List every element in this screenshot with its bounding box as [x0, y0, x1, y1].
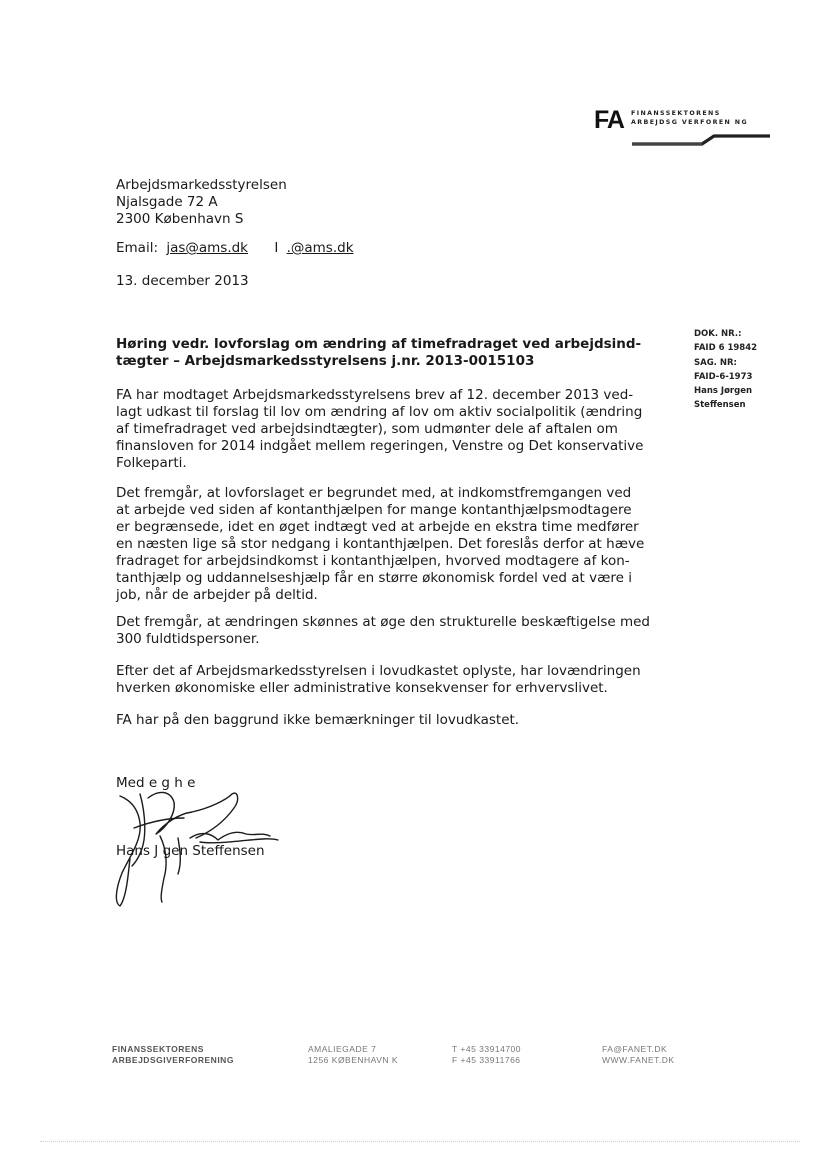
body-line: tanthjælp og uddannelseshjælp får en større økonomisk fordel ved at være i [116, 570, 632, 586]
reference-line: SAG. NR: [694, 357, 737, 368]
body-line: job, når de arbejder på deltid. [116, 587, 318, 603]
footer-org-line: FINANSSEKTORENS [112, 1044, 204, 1054]
body-paragraph [116, 663, 656, 697]
body-line: en næsten lige så stor nedgang i kontanthjælpen. Det foreslås derfor at hæve [116, 536, 645, 552]
logo-name-line1: FINANSSEKTORENS [631, 110, 721, 117]
logo-name-line2: ARBEJDSG VERFOREN NG [631, 119, 749, 126]
body-line: Det fremgår, at ændringen skønnes at øge den strukturelle beskæftigelse med [116, 614, 650, 630]
recipient-street: Njalsgade 72 A [116, 194, 218, 210]
page-bottom-rule [40, 1141, 800, 1142]
body-line: FA har på den baggrund ikke bemærkninger til lovudkastet. [116, 712, 520, 728]
handwritten-signature-icon [100, 778, 300, 913]
footer-phone-line: T +45 33914700 [452, 1044, 521, 1054]
footer-org-line: ARBEJDSGIVERFORENING [112, 1054, 234, 1065]
body-line: fradraget for arbejdsindkomst i kontanthjælpen, hvorved modtagere af kon- [116, 553, 630, 569]
body-line: finansloven for 2014 indgået mellem regeringen, Venstre og Det konservative [116, 438, 644, 454]
subject-line: tægter – Arbejdsmarkedsstyrelsens j.nr. 2013-0015103 [116, 353, 535, 369]
body-line: FA har modtaget Arbejdsmarkedsstyrelsens brev af 12. december 2013 ved- [116, 387, 634, 403]
logo-name [631, 109, 748, 127]
body-line: 300 fuldtidspersoner. [116, 631, 260, 647]
body-line: hverken økonomiske eller administrative konsekvenser for erhvervslivet. [116, 680, 608, 696]
email-link-1[interactable]: jas@ams.dk [166, 240, 249, 256]
body-paragraph [116, 387, 656, 472]
subject-line: Høring vedr. lovforslag om ændring af timefradraget ved arbejdsind- [116, 336, 642, 352]
reference-line: Hans Jørgen [694, 386, 753, 397]
body-line: Det fremgår, at lovforslaget er begrundet med, at indkomstfremgangen ved [116, 485, 632, 501]
reference-line: DOK. NR.: [694, 329, 742, 339]
footer-phone [452, 1044, 521, 1065]
reference-line: FAID-6-1973 [694, 371, 753, 382]
body-paragraph [116, 614, 656, 648]
body-line: Folkeparti. [116, 455, 187, 471]
email-line [116, 240, 354, 257]
footer-web [602, 1044, 675, 1065]
logo-swoosh-icon [632, 131, 770, 151]
body-line: at arbejde ved siden af kontanthjælpen for mange kontanthjælpsmodtagere [116, 502, 632, 518]
body-paragraph [116, 485, 656, 604]
body-line: Efter det af Arbejdsmarkedsstyrelsen i lovudkastet oplyste, har lovændringen [116, 663, 641, 679]
footer-address [308, 1044, 398, 1065]
logo-letters: FA [594, 106, 624, 134]
body-line: er begrænsede, idet en øget indtægt ved at arbejde en ekstra time medfører [116, 519, 639, 535]
email-label: Email: [116, 240, 159, 256]
recipient-name: Arbejdsmarkedsstyrelsen [116, 177, 287, 193]
letter-subject [116, 336, 656, 370]
signatory-name: Hans J gen Steffensen [116, 843, 265, 859]
body-paragraph [116, 712, 656, 729]
footer-website-line: WWW.FANET.DK [602, 1054, 675, 1065]
footer-address-line: 1256 KØBENHAVN K [308, 1054, 399, 1065]
footer-email-line: FA@FANET.DK [602, 1044, 668, 1054]
footer-address-line: AMALIEGADE 7 [308, 1044, 377, 1054]
body-line: lagt udkast til forslag til lov om ændring af lov om aktiv socialpolitik (ændring [116, 404, 643, 420]
letter-date: 13. december 2013 [116, 273, 249, 289]
footer-fax-line: F +45 33911766 [452, 1054, 521, 1065]
reference-line: FAID 6 19842 [694, 343, 758, 354]
reference-line: Steffensen [694, 400, 746, 411]
recipient-city: 2300 København S [116, 211, 244, 227]
email-link-2[interactable]: .@ams.dk [286, 240, 354, 256]
email-separator: I [274, 240, 279, 256]
letter-closing: Med e g h e [116, 775, 196, 791]
footer-organisation [112, 1044, 234, 1065]
document-reference [694, 327, 757, 413]
body-line: af timefradraget ved arbejdsindtægter), som udmønter dele af aftalen om [116, 421, 618, 437]
